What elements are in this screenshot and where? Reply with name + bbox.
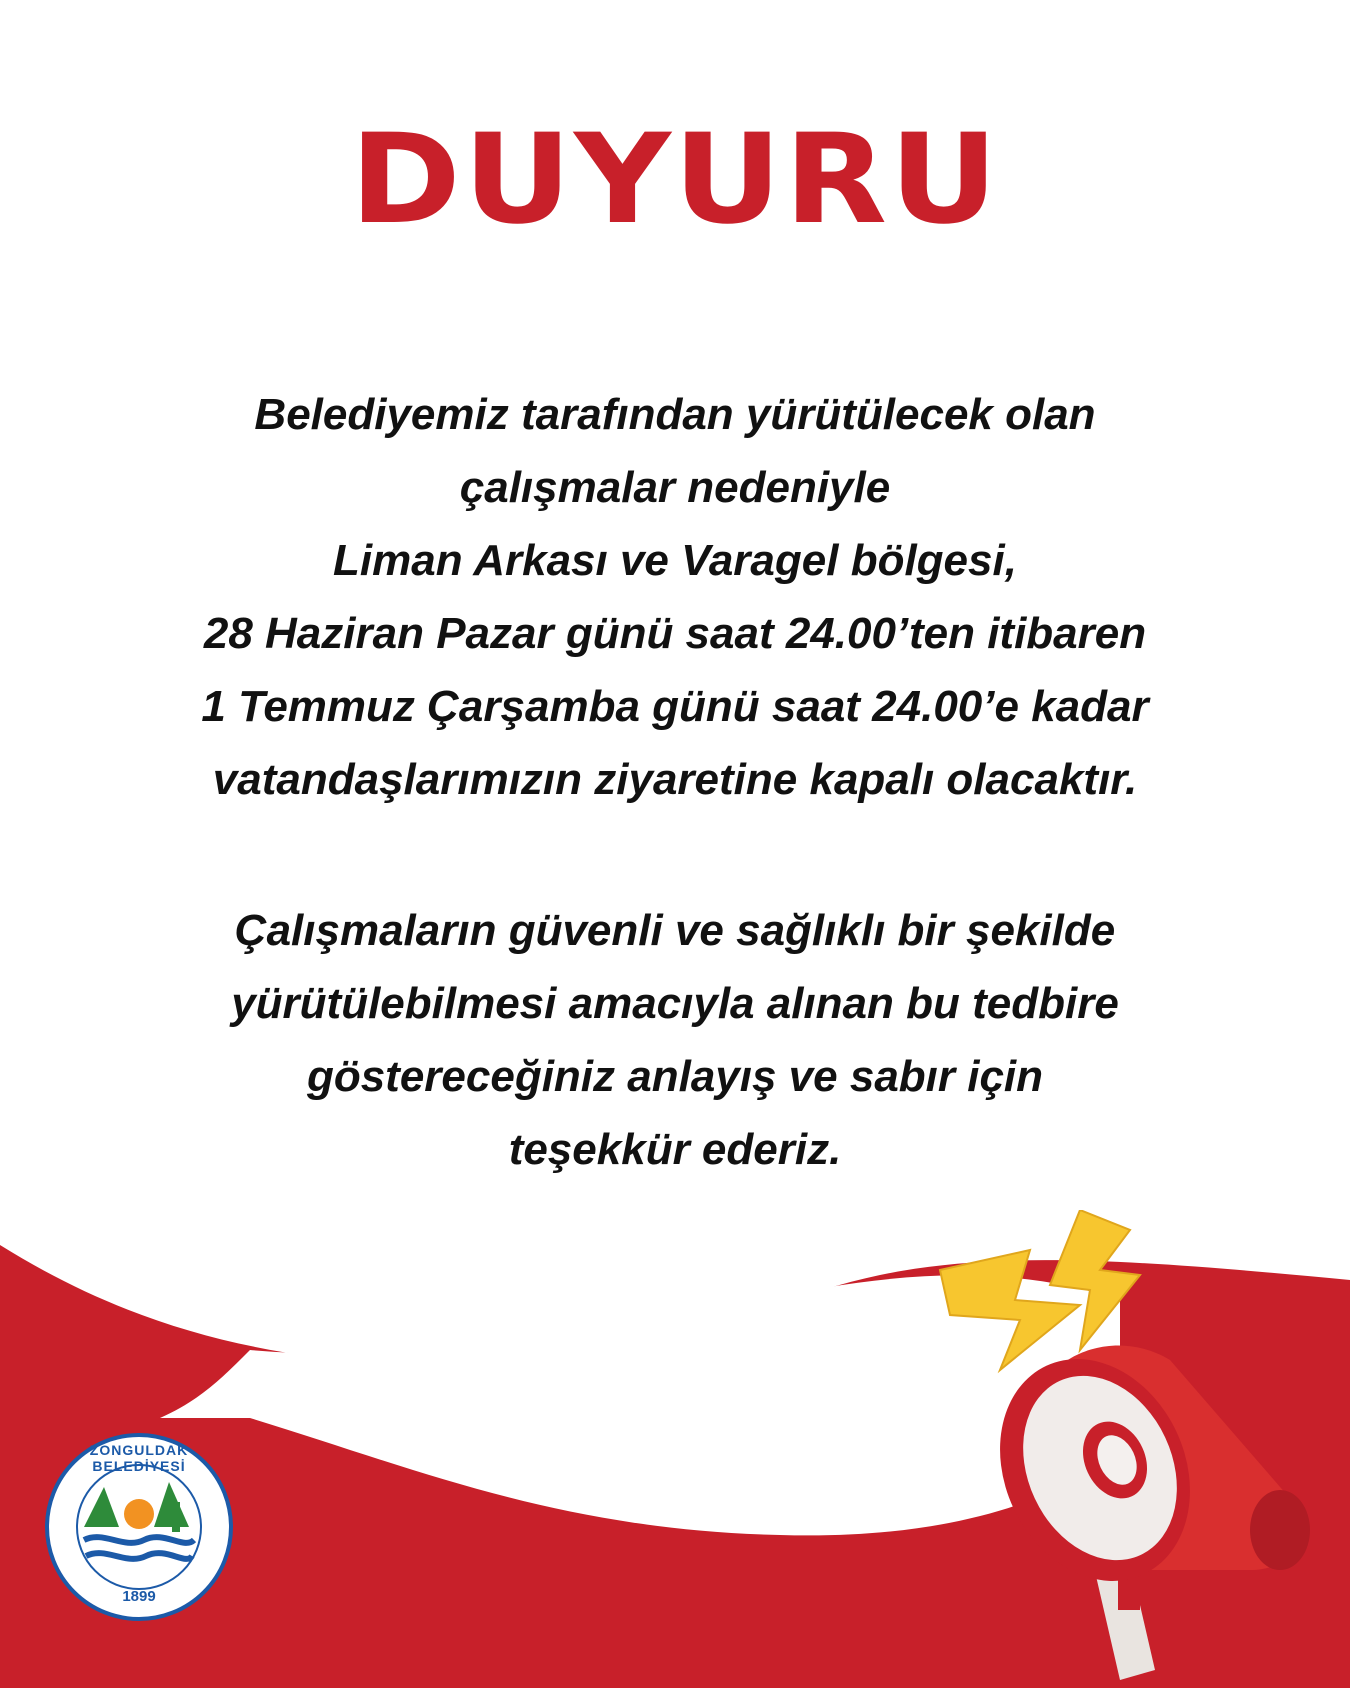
municipality-logo <box>44 1432 234 1622</box>
paragraph-1-line: Liman Arkası ve Varagel bölgesi, <box>333 536 1017 585</box>
paragraph-1-line: Belediyemiz tarafından yürütülecek olan <box>254 390 1096 439</box>
lightning-bolt-icon <box>1050 1210 1140 1350</box>
paragraph-1-line: 1 Temmuz Çarşamba günü saat 24.00’e kadar <box>201 682 1149 731</box>
paragraph-2-line: göstereceğiniz anlayış ve sabır için <box>306 1052 1044 1101</box>
announcement-title: DUYURU <box>349 108 1001 252</box>
logo-name: ZONGULDAK BELEDİYESİ <box>89 1442 189 1474</box>
paragraph-2-line: teşekkür ederiz. <box>508 1125 842 1174</box>
paragraph-1-line: çalışmalar nedeniyle <box>459 463 891 512</box>
paragraph-2-line: yürütülebilmesi amacıyla alınan bu tedbire <box>231 979 1119 1028</box>
paragraph-1-line: 28 Haziran Pazar günü saat 24.00’ten itibaren <box>203 609 1147 658</box>
paragraph-1-line: vatandaşlarımızın ziyaretine kapalı olacaktır. <box>212 755 1138 804</box>
paragraph-2-line: Çalışmaların güvenli ve sağlıklı bir şekilde <box>234 906 1116 955</box>
announcement-paragraph-1 <box>60 378 1290 816</box>
megaphone-icon <box>920 1210 1340 1680</box>
announcement-paragraph-2 <box>60 894 1290 1186</box>
logo-year: 1899 <box>122 1588 156 1605</box>
